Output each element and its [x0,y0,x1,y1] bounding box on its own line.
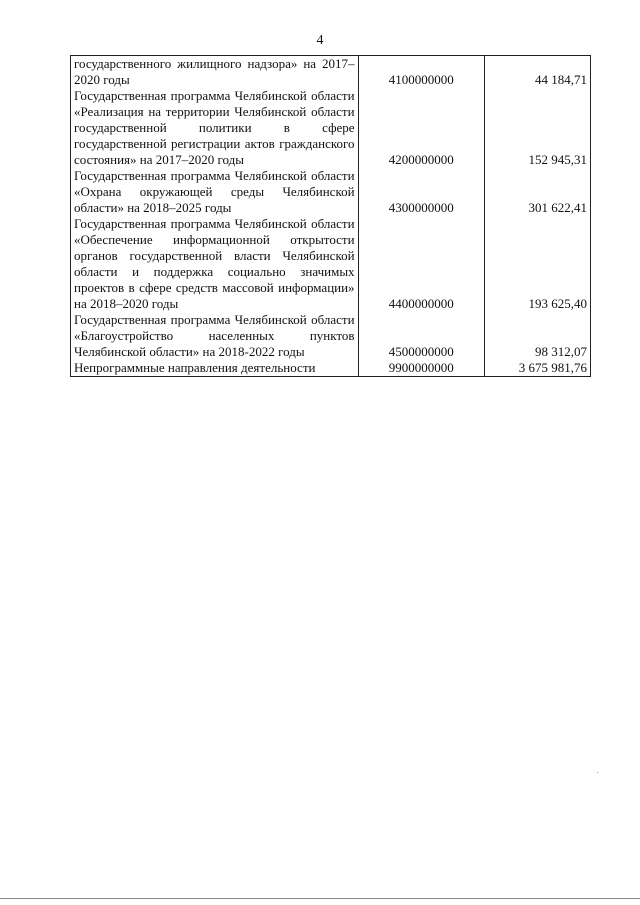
amount-cell: 44 184,71 [484,56,590,89]
program-name-cell: государственного жилищного надзора» на 2017–2020 годы [71,56,359,89]
target-code-cell: 4400000000 [358,216,484,312]
program-name-cell: Государственная программа Челябинской области «Обеспечение информационной открытости органов государственной власти Челябинской области и поддержка социально значимых проектов в сфере средств массовой информации» на 2018–2020 годы [71,216,359,312]
target-code-cell: 4300000000 [358,168,484,216]
program-name-cell: Государственная программа Челябинской области «Охрана окружающей среды Челябинской области» на 2018–2025 годы [71,168,359,216]
table-row [71,168,591,216]
table-row [71,216,591,312]
program-name-cell: Непрограммные направления деятельности [71,360,359,377]
budget-table [70,55,591,377]
amount-cell: 3 675 981,76 [484,360,590,377]
amount-cell: 152 945,31 [484,88,590,168]
target-code-cell: 9900000000 [358,360,484,377]
target-code-cell: 4100000000 [358,56,484,89]
table-row [71,56,591,89]
page-number: 4 [316,33,324,48]
amount-cell: 301 622,41 [484,168,590,216]
table-row [71,312,591,360]
amount-cell: 193 625,40 [484,216,590,312]
table-row [71,88,591,168]
target-code-cell: 4500000000 [358,312,484,360]
amount-cell: 98 312,07 [484,312,590,360]
scan-speck [597,772,598,773]
bottom-scan-edge [0,898,640,899]
program-name-cell: Государственная программа Челябинской области «Реализация на территории Челябинской области государственной политики в сфере государственной регистрации актов гражданского состояния» на 2017–2020 годы [71,88,359,168]
program-name-cell: Государственная программа Челябинской области «Благоустройство населенных пунктов Челябинской области» на 2018-2022 годы [71,312,359,360]
target-code-cell: 4200000000 [358,88,484,168]
table-row [71,360,591,377]
